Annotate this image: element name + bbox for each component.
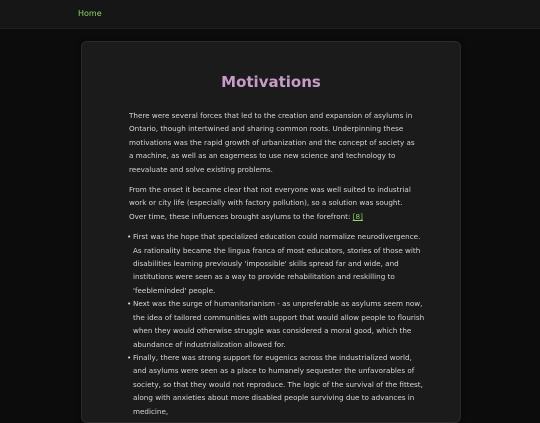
onset-paragraph xyxy=(129,183,421,223)
top-nav-bar xyxy=(0,0,540,29)
list-item xyxy=(127,230,425,297)
intro-paragraph: There were several forces that led to the creation and expansion of asylums in Ontario, though intertwined and sharing common roots. Underpinning these motivations was the rapid growth of urbanization and the concept of society as a machine, as well as an eagerness to use new science and technology to reevaluate and solve existing problems. xyxy=(129,111,415,174)
article-content xyxy=(127,109,425,418)
bullet-icon: • xyxy=(127,299,132,309)
onset-paragraph-text: From the onset it became clear that not everyone was well suited to industrial work or city life (especially with factory pollution), so a solution was sought. Over time, these influences brought asylums to the forefront: xyxy=(129,185,411,221)
list-item xyxy=(127,297,425,351)
article-card xyxy=(81,41,461,423)
motivations-list xyxy=(127,230,425,418)
list-item-text: Next was the surge of humanitarianism - as unpreferable as asylums seem now, the idea of tailored communities with support that would allow people to flourish when they would otherwise struggle was considered a moral good, which the abundance of industrialization allowed for. xyxy=(133,299,425,349)
bullet-icon: • xyxy=(127,232,132,242)
home-link[interactable]: Home xyxy=(78,9,102,18)
list-item-text: First was the hope that specialized education could normalize neurodivergence. As rationality became the lingua franca of most educators, stories of those with disabilities learning previously 'impossible' skills spread far and wide, and institutions were seen as a way to provide rehabilitation and reskilling to 'feebleminded' people. xyxy=(133,232,421,295)
bullet-icon: • xyxy=(127,352,132,362)
list-item xyxy=(127,351,425,418)
page-title: Motivations xyxy=(221,73,321,91)
list-item-text: Finally, there was strong support for eugenics across the industrialized world, and asylums were seen as a place to humanely sequester the unfavorables of society, so that they would not reproduce. The logic of the survival of the fittest, along with anxieties about more disabled people surviving due to advances in medicine, xyxy=(133,352,423,416)
citation-link[interactable]: [8] xyxy=(352,211,363,221)
